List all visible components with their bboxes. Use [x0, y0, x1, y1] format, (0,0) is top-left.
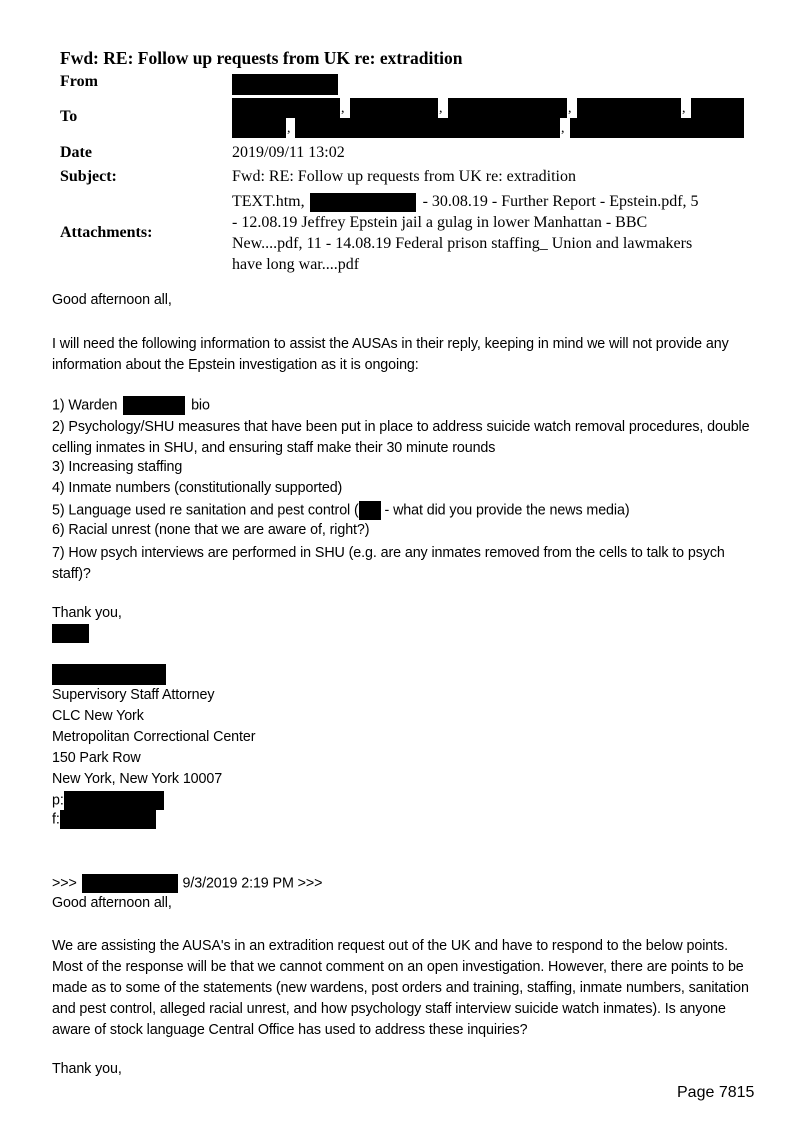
sender-initials-redaction	[52, 624, 89, 643]
to-label: To	[60, 108, 78, 125]
subject-label: Subject:	[60, 168, 117, 185]
quote-closing: Thank you,	[52, 1061, 122, 1077]
attachment-bbc-article[interactable]: - 12.08.19 Jeffrey Epstein jail a gulag in lower Manhattan - BBC	[232, 214, 648, 231]
separator: ,	[341, 101, 345, 116]
signature-phone	[52, 791, 164, 810]
greeting: Good afternoon all,	[52, 292, 172, 308]
list-item-1	[52, 396, 210, 415]
signature-city: New York, New York 10007	[52, 771, 223, 787]
separator: ,	[561, 121, 565, 136]
name-redaction	[359, 501, 381, 520]
recipient-redaction	[350, 98, 438, 118]
recipient-redaction	[295, 118, 560, 138]
quote-body: We are assisting the AUSA's in an extradition request out of the UK and have to respond to the below points. Most of the response will be that we cannot comment on an open investigation. However, there are points to be made as to some of the statements (new wardens, post orders and training, staffing, inmate numbers, sanitation and pest control, alleged racial unrest, and how psychology staff interview suicide watch inmates). Is anyone aware of stock language Central Office has used to address these inquiries?	[52, 938, 749, 1038]
fax-redaction	[60, 810, 156, 829]
phone-redaction	[64, 791, 164, 810]
attachment-text-htm[interactable]: TEXT.htm,	[232, 193, 305, 210]
list-item-3: 3) Increasing staffing	[52, 459, 183, 475]
intro-paragraph: I will need the following information to assist the AUSAs in their reply, keeping in mind we will not provide any information about the Epstein investigation as it is ongoing:	[52, 336, 729, 373]
signature-title: Supervisory Staff Attorney	[52, 687, 215, 703]
recipient-redaction	[570, 118, 744, 138]
recipient-redaction	[691, 98, 744, 118]
quoted-sender-redaction	[82, 874, 178, 893]
date-value: 2019/09/11 13:02	[232, 144, 345, 161]
list-item-5-suffix: - what did you provide the news media)	[380, 502, 630, 519]
list-item-1-suffix: bio	[191, 397, 210, 414]
to-recipients	[232, 98, 744, 138]
signature-fax	[52, 810, 156, 829]
attachment-bbc-article-cont[interactable]: New....pdf, 11 - 14.08.19 Federal prison staffing_ Union and lawmakers	[232, 235, 693, 252]
attachments-list	[232, 191, 752, 275]
list-item-6: 6) Racial unrest (none that we are aware of, right?)	[52, 522, 370, 538]
quote-prefix: >>>	[52, 875, 77, 892]
list-item-5-prefix: 5) Language used re sanitation and pest control (	[52, 502, 359, 519]
list-item-1-prefix: 1) Warden	[52, 397, 118, 414]
recipient-redaction	[232, 118, 286, 138]
attachment-prison-staffing[interactable]: have long war....pdf	[232, 256, 360, 273]
list-item-4: 4) Inmate numbers (constitutionally supported)	[52, 480, 343, 496]
recipient-redaction	[232, 98, 340, 118]
signature-street: 150 Park Row	[52, 750, 141, 766]
attachments-label: Attachments:	[60, 224, 153, 241]
page-number: Page 7815	[677, 1084, 755, 1101]
signature-facility: Metropolitan Correctional Center	[52, 729, 256, 745]
separator: ,	[568, 101, 572, 116]
quote-greeting: Good afternoon all,	[52, 895, 172, 911]
recipient-redaction	[577, 98, 681, 118]
subject-value: Fwd: RE: Follow up requests from UK re: extradition	[232, 168, 576, 185]
sender-name-redaction	[52, 664, 166, 685]
quote-header	[52, 874, 322, 893]
list-item-2: 2) Psychology/SHU measures that have been put in place to address suicide watch removal procedures, double celling inmates in SHU, and ensuring staff make their 30 minute rounds	[52, 419, 750, 456]
separator: ,	[682, 101, 686, 116]
separator: ,	[287, 121, 291, 136]
date-label: Date	[60, 144, 92, 161]
list-item-7: 7) How psych interviews are performed in SHU (e.g. are any inmates removed from the cells to talk to psych staff)?	[52, 545, 725, 582]
recipient-redaction	[448, 98, 567, 118]
separator: ,	[439, 101, 443, 116]
from-redaction	[232, 74, 338, 95]
warden-name-redaction	[123, 396, 185, 415]
quote-timestamp: 9/3/2019 2:19 PM >>>	[182, 875, 323, 892]
signature-office: CLC New York	[52, 708, 144, 724]
phone-label: p:	[52, 792, 64, 809]
closing: Thank you,	[52, 605, 122, 621]
email-title: Fwd: RE: Follow up requests from UK re: extradition	[60, 48, 463, 68]
attachment-redaction	[310, 193, 416, 212]
from-label: From	[60, 73, 98, 90]
attachment-further-report[interactable]: - 30.08.19 - Further Report - Epstein.pdf, 5	[422, 193, 699, 210]
list-item-5	[52, 501, 629, 520]
fax-label: f:	[52, 811, 60, 828]
